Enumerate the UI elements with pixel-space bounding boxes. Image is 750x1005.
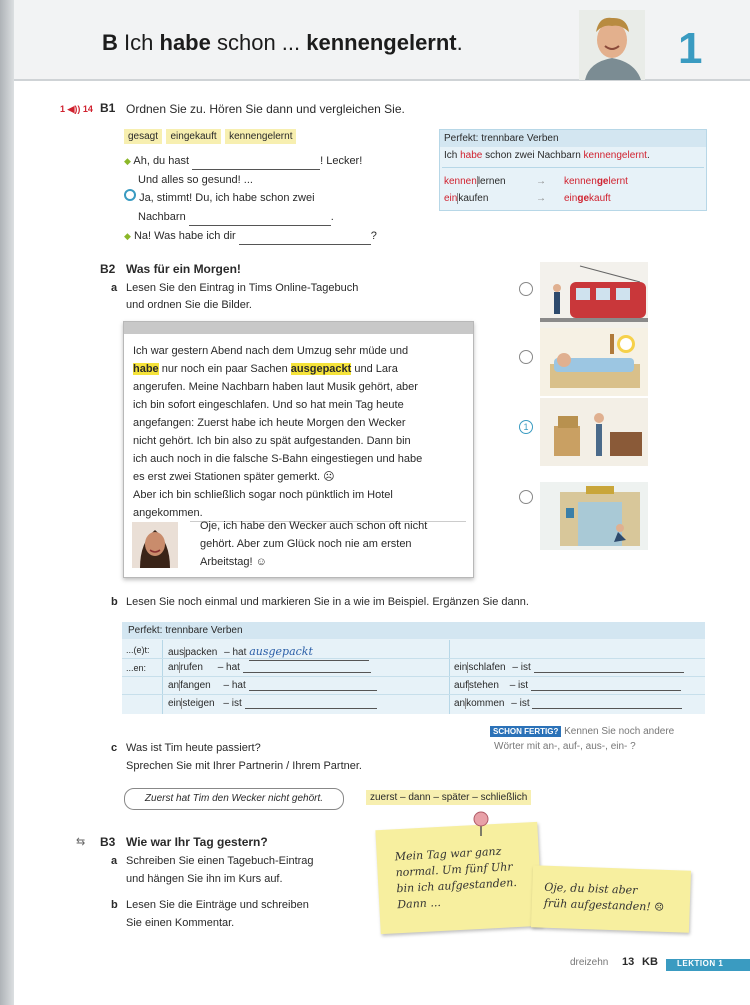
diary-line: angekommen.	[133, 507, 203, 519]
table-row	[168, 698, 377, 709]
commenter-avatar	[132, 522, 178, 568]
row-divider	[122, 676, 705, 677]
title-part: .	[456, 30, 463, 55]
speaker-diamond-icon: ◆	[124, 231, 131, 241]
participle-end: lernt	[608, 176, 628, 187]
line-text: Ah, du hast	[133, 155, 190, 167]
diary-line: angefangen: Zuerst habe ich heute Morgen den Wecker	[133, 417, 406, 429]
b2c-instruction-line2: Sprechen Sie mit Ihrer Partnerin / Ihrem Partner.	[126, 760, 362, 772]
sub-label-b: b	[111, 899, 118, 911]
picture-order-circle[interactable]	[519, 282, 533, 296]
sticky-note-comment	[531, 865, 691, 932]
partner-exchange-icon: ⇆	[76, 836, 86, 848]
diary-line	[133, 360, 398, 378]
exercise-label-b2: B2	[100, 262, 116, 276]
b2a-instruction-line1: Lesen Sie den Eintrag in Tims Online-Tagebuch	[126, 282, 359, 294]
dialogue-line: Und alles so gesund! ...	[138, 174, 253, 186]
auxiliary: – ist	[223, 698, 242, 709]
grammar-example-sentence	[444, 150, 650, 161]
sub-label-a: a	[111, 855, 118, 867]
b3a-line1: Schreiben Sie einen Tagebuch-Eintrag	[126, 855, 314, 867]
prefix: ein	[168, 698, 182, 709]
row-group-label: ...en:	[126, 663, 147, 673]
exercise-label-b3: B3	[100, 835, 116, 849]
grammar-box-perfekt	[439, 129, 707, 211]
verb-stem: kaufen	[458, 193, 489, 204]
speaker-circle-icon	[124, 189, 136, 201]
note-line: bin ich aufgestanden.	[396, 875, 518, 896]
dialogue-line	[138, 208, 334, 226]
sticky-note-diary	[375, 822, 542, 934]
audio-track-badge[interactable]: 1 ◀)) 14	[60, 104, 93, 114]
textbook-page	[14, 0, 750, 1005]
grammar-row-result	[564, 193, 611, 204]
speaker-diamond-icon: ◆	[124, 156, 131, 166]
prefix: kennen	[444, 176, 477, 187]
verb: packen	[185, 647, 218, 658]
answer-blank[interactable]	[243, 672, 371, 673]
prefix: an	[168, 662, 180, 673]
b2a-instruction-line2: und ordnen Sie die Bilder.	[126, 299, 252, 311]
diary-line: nicht gehört. Ich bin also zu spät aufgestanden. Dann bin	[133, 435, 411, 447]
comment-line: Oje, ich habe den Wecker auch schon oft nicht	[200, 520, 428, 532]
tim-portrait-photo	[579, 10, 645, 80]
page-title	[102, 30, 463, 56]
diary-line: Ich war gestern Abend nach dem Umzug sehr müde und	[133, 345, 409, 357]
dialogue-line	[124, 152, 362, 170]
sentence-part: schon zwei Nachbarn	[485, 150, 581, 161]
line-text: Na! Was habe ich dir	[133, 230, 236, 242]
note-line: Dann ...	[396, 895, 442, 912]
line-text: ! Lecker!	[320, 155, 363, 167]
diary-line: angerufen. Meine Nachbarn haben laut Musik gehört, aber	[133, 381, 418, 393]
dialogue-line	[124, 189, 315, 207]
grammar-divider	[442, 167, 704, 168]
auxiliary: – hat	[217, 662, 240, 673]
diary-line: ich auch noch in die falsche S-Bahn eingestiegen und habe	[133, 453, 423, 465]
sequence-words: zuerst – dann – später – schließlich	[366, 790, 531, 805]
column-divider	[449, 640, 450, 714]
prefix: ein	[444, 193, 458, 204]
table-row	[168, 662, 371, 673]
prefix: kennen	[564, 176, 597, 187]
grammar-row-result	[564, 176, 628, 187]
highlight-ausgepackt: ausgepackt	[290, 363, 352, 375]
answer-blank[interactable]	[531, 690, 681, 691]
answer-blank[interactable]	[245, 708, 377, 709]
b2-title: Was für ein Morgen!	[126, 262, 241, 276]
word-option: gesagt	[124, 129, 162, 144]
grammar-row	[444, 193, 488, 204]
auxiliary: – hat	[223, 680, 246, 691]
verb: rufen	[180, 662, 203, 673]
answer-blank[interactable]	[189, 225, 331, 226]
title-part: schon ...	[216, 30, 301, 55]
note-line: normal. Um fünf Uhr	[395, 860, 513, 880]
table-row	[454, 680, 681, 691]
answer-blank[interactable]	[192, 169, 320, 170]
prefix: auf	[454, 680, 468, 691]
page-number: 13	[622, 956, 635, 968]
table-row	[454, 662, 684, 673]
verb: schlafen	[468, 662, 506, 673]
arrow-icon: →	[536, 176, 546, 187]
sub-label-b: b	[111, 596, 118, 608]
line-text: .	[330, 211, 334, 223]
participle-end: kauft	[589, 193, 611, 204]
online-diary-entry	[123, 321, 474, 578]
sub-label-c: c	[111, 742, 118, 754]
answer-blank[interactable]: ausgepackt	[249, 644, 369, 661]
book-code: KB	[642, 956, 658, 968]
b2c-instruction-line1: Was ist Tim heute passiert?	[126, 742, 261, 754]
prefix: aus	[168, 647, 185, 658]
note-line: Mein Tag war ganz	[394, 844, 502, 864]
word-option: eingekauft	[166, 129, 220, 144]
page-gutter-shadow	[0, 0, 14, 1005]
prefix: an	[454, 698, 466, 709]
grammar-box-header: Perfekt: trennbare Verben	[440, 130, 706, 147]
diary-line: es erst zwei Stationen später gemerkt. ☹	[133, 471, 335, 483]
auxiliary: – ist	[509, 680, 529, 691]
answer-blank[interactable]	[239, 244, 371, 245]
verb: stehen	[468, 680, 499, 691]
sleeping-man-illustration	[540, 328, 648, 396]
perfekt-trennbare-table	[122, 622, 705, 714]
table-header: Perfekt: trennbare Verben	[122, 622, 705, 639]
page-number-word: dreizehn	[570, 957, 609, 968]
sentence-part: .	[646, 150, 650, 161]
row-group-label: ...(e)t:	[126, 645, 150, 655]
sentence-part: Ich	[444, 150, 458, 161]
verb: fangen	[180, 680, 211, 691]
unpacking-boxes-illustration	[540, 398, 648, 466]
auxiliary: – ist	[511, 698, 530, 709]
note-line: früh aufgestanden! ☹	[543, 896, 665, 914]
title-part: habe	[159, 30, 211, 55]
note-line: Oje, du bist aber	[544, 880, 638, 897]
line-text: Ja, stimmt! Du, ich habe schon zwei	[139, 192, 315, 204]
prefix: ein	[454, 662, 468, 673]
exercise-label-b1: B1	[100, 101, 116, 115]
comment-line: gehört. Aber zum Glück noch nie am ersten	[200, 538, 412, 550]
sentence-part: kennengelernt	[583, 150, 647, 161]
line-text: ?	[370, 230, 377, 242]
chapter-number: 1	[678, 24, 703, 73]
diary-text: und Lara	[354, 363, 398, 375]
b3-title: Wie war Ihr Tag gestern?	[126, 835, 268, 849]
picture-order-circle[interactable]	[519, 350, 533, 364]
highlight-habe: habe	[133, 363, 159, 375]
lesson-label: LEKTION 1	[677, 959, 724, 968]
row-divider	[122, 694, 705, 695]
extra-task-text: Kennen Sie noch andere	[564, 726, 675, 737]
b1-instruction: Ordnen Sie zu. Hören Sie dann und vergleichen Sie.	[126, 102, 405, 116]
hotel-arrival-illustration	[540, 482, 648, 550]
picture-order-circle[interactable]	[519, 490, 533, 504]
ge-particle: ge	[596, 176, 609, 187]
dialogue-line	[124, 227, 377, 245]
sbahn-train-illustration	[540, 262, 648, 330]
pushpin-icon	[470, 810, 492, 836]
title-part: Ich	[124, 30, 154, 55]
speech-bubble-example: Zuerst hat Tim den Wecker nicht gehört.	[124, 788, 344, 810]
b3b-line2: Sie einen Kommentar.	[126, 917, 235, 929]
prefix: ein	[564, 193, 578, 204]
b2b-instruction: Lesen Sie noch einmal und markieren Sie in a wie im Beispiel. Ergänzen Sie dann.	[126, 596, 529, 608]
extra-task	[490, 726, 674, 737]
picture-order-circle-answered[interactable]: 1	[519, 420, 533, 434]
sentence-part: habe	[460, 150, 483, 161]
title-part: kennengelernt	[306, 30, 457, 55]
grammar-row	[444, 176, 506, 187]
arrow-icon: →	[536, 193, 546, 204]
word-bank	[124, 126, 296, 144]
verb-stem: lernen	[477, 176, 506, 187]
table-row	[454, 698, 682, 709]
table-row	[168, 644, 369, 661]
word-option: kennengelernt	[225, 129, 296, 144]
schon-fertig-badge: SCHON FERTIG?	[490, 726, 561, 737]
verb: kommen	[466, 698, 505, 709]
diary-line: ich bin sofort eingeschlafen. Und so hat mein Tag heute	[133, 399, 404, 411]
ge-particle: ge	[577, 193, 590, 204]
table-row	[168, 680, 377, 691]
sub-label-a: a	[111, 282, 118, 294]
extra-task-text: Wörter mit an-, auf-, aus-, ein- ?	[494, 741, 636, 752]
diary-line: Aber ich bin schließlich sogar noch pünktlich im Hotel	[133, 489, 393, 501]
line-text: Nachbarn	[138, 211, 186, 223]
auxiliary: – ist	[512, 662, 531, 673]
auxiliary: – hat	[224, 647, 247, 658]
section-letter: B	[102, 30, 118, 55]
answer-blank[interactable]	[534, 672, 684, 673]
b3b-line1: Lesen Sie die Einträge und schreiben	[126, 899, 309, 911]
prefix: an	[168, 680, 180, 691]
diary-text: nur noch ein paar Sachen	[161, 363, 288, 375]
comment-line: Arbeitstag! ☺	[200, 556, 267, 568]
diary-window-bar	[124, 322, 473, 334]
answer-blank[interactable]	[532, 708, 682, 709]
b3a-line2: und hängen Sie ihn im Kurs auf.	[126, 873, 283, 885]
verb: steigen	[182, 698, 215, 709]
answer-blank[interactable]	[249, 690, 377, 691]
column-divider	[162, 640, 163, 714]
